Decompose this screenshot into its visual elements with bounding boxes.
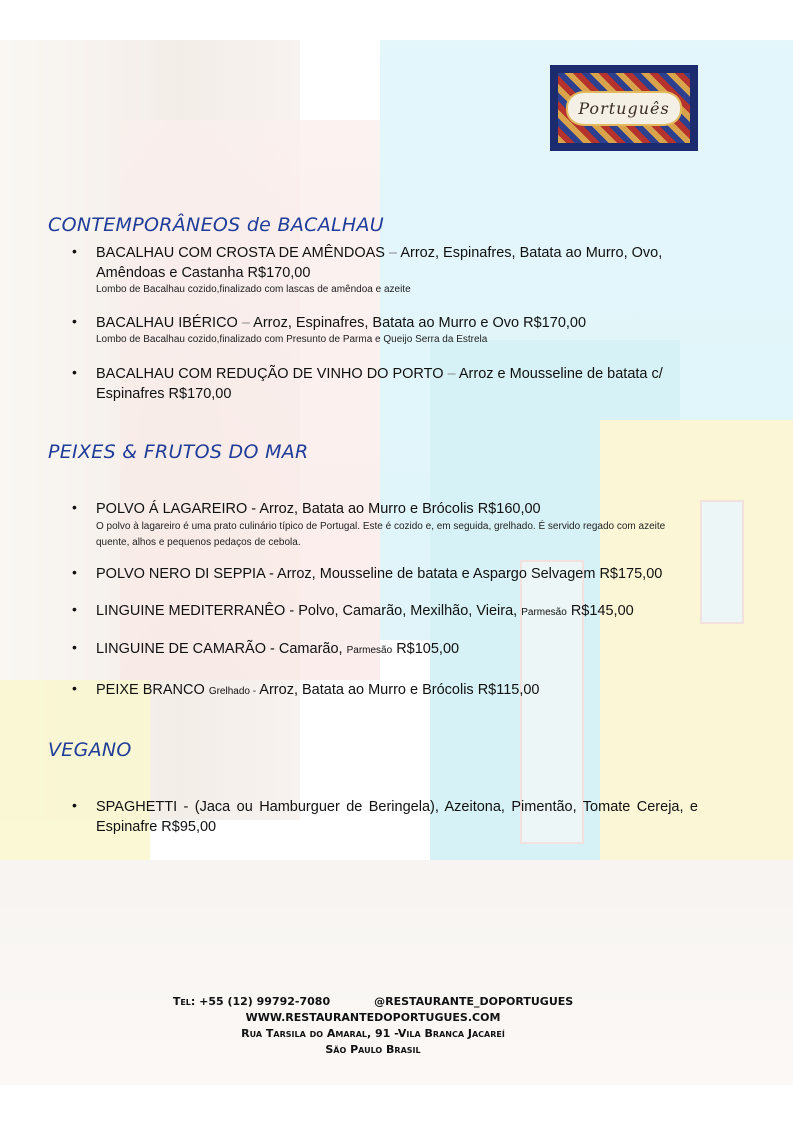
footer-phone: Tel: +55 (12) 99792-7080 [172,995,331,1008]
menu-item [72,313,698,347]
item-name: BACALHAU IBÉRICO [96,315,238,331]
item-separator: – [447,366,456,382]
menu-item [72,797,698,837]
item-details: Arroz e Mousseline de batata c/ Espinafres R$170,00 [96,366,663,402]
item-price: R$145,00 [570,603,634,619]
bullet-icon: • [72,499,77,515]
bullet-icon: • [72,639,77,655]
item-name: LINGUINE DE CAMARÃO [96,641,266,657]
bullet-icon: • [72,680,77,696]
item-description: Lombo de Bacalhau cozido,finalizado com Presunto de Parma e Queijo Serra da Estrela [96,334,488,345]
item-price: R$105,00 [396,641,460,657]
menu-item [72,243,698,297]
item-details: - Polvo, Camarão, Mexilhão, Vieira, [289,603,518,619]
menu-item [72,680,698,702]
item-name: LINGUINE MEDITERRANÊO [96,603,286,619]
section-title-vegano: VEGANO [48,739,132,761]
item-name: BACALHAU COM CROSTA DE AMÊNDOAS [96,245,385,261]
item-details: - Arroz, Batata ao Murro e Brócolis R$160,00 [251,501,541,517]
section-title-peixes: PEIXES & FRUTOS DO MAR [48,441,309,463]
item-details: Arroz, Batata ao Murro e Brócolis R$115,00 [259,682,540,698]
menu-item [72,499,698,551]
menu-item [72,601,698,623]
bullet-icon: • [72,601,77,617]
item-details: - Camarão, [270,641,343,657]
bullet-icon: • [72,364,77,380]
menu-item [72,564,698,584]
item-name: SPAGHETTI [96,799,178,815]
bullet-icon: • [72,564,77,580]
item-description: O polvo à lagareiro é uma prato culinário típico de Portugal. Este é cozido e, em seguida, grelhado. É servido regado com azeite quente, alhos e pequenos pedaços de cebola. [96,521,666,548]
item-separator: – [241,315,250,331]
item-name: PEIXE BRANCO [96,682,205,698]
logo-text: Português [566,91,681,126]
menu-item [72,639,698,661]
footer-instagram: @RESTAURANTE_DOPORTUGUES [374,995,574,1008]
footer-contact [120,994,626,1058]
item-details: Arroz, Espinafres, Batata ao Murro e Ovo R$170,00 [253,315,587,331]
item-note: Parmesão [346,645,393,656]
item-note: Parmesão [521,607,567,618]
footer-city: São Paulo Brasil [325,1043,421,1056]
bullet-icon: • [72,797,77,813]
menu-item [72,364,698,404]
item-description: Lombo de Bacalhau cozido,finalizado com lascas de amêndoa e azeite [96,284,411,295]
bullet-icon: • [72,243,77,259]
footer-address: Rua Tarsila do Amaral, 91 -Vila Branca Jacareí [241,1027,505,1040]
item-note: Grelhado - [208,686,257,697]
item-separator: – [389,245,398,261]
item-name: POLVO NERO DI SEPPIA [96,566,265,582]
footer-website: WWW.RESTAURANTEDOPORTUGUES.COM [245,1011,501,1024]
item-name: POLVO Á LAGAREIRO [96,501,248,517]
item-details: - (Jaca ou Hamburguer de Beringela), Azeitona, Pimentão, Tomate Cereja, e Espinafre R$95,00 [96,799,698,835]
bullet-icon: • [72,313,77,329]
item-details: Arroz, Espinafres, Batata ao Murro, Ovo, Amêndoas e Castanha R$170,00 [96,245,663,281]
item-name: BACALHAU COM REDUÇÃO DE VINHO DO PORTO [96,366,444,382]
section-title-bacalhau: CONTEMPORÂNEOS de BACALHAU [48,214,384,236]
item-details: - Arroz, Mousseline de batata e Aspargo Selvagem R$175,00 [268,566,663,582]
